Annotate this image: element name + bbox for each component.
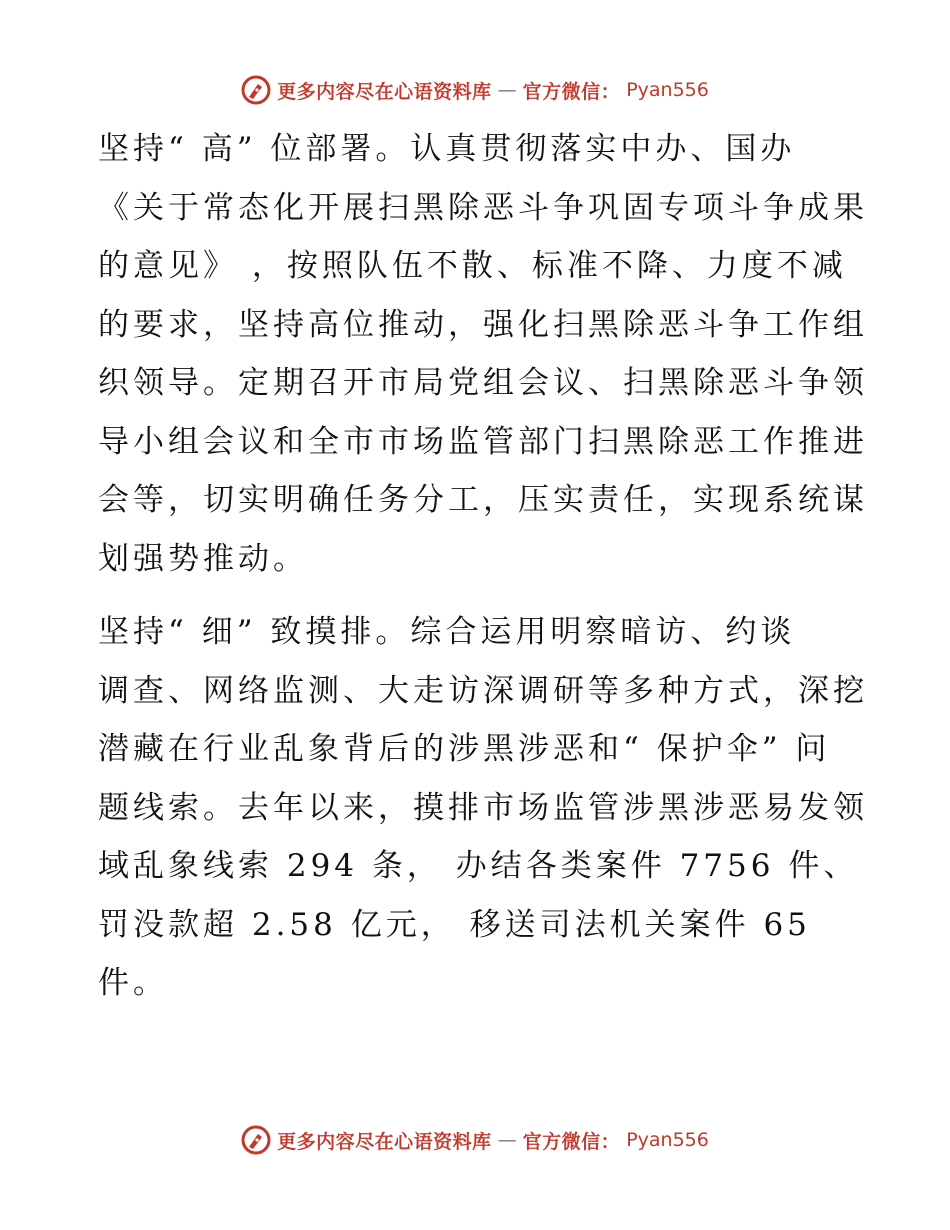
text-line: 坚持“ 高” 位部署。认真贯彻落实中办、国办 [98,131,796,167]
footer-watermark [0,1122,950,1158]
text-line: 的要求，坚持高位推动，强化扫黑除恶斗争工作组 [98,306,868,343]
text-line: 潜藏在行业乱象背后的涉黑涉恶和“ 保护伞” 问 [98,731,831,767]
text-line: 件。 [98,965,168,1001]
text-line: 导小组会议和全市市场监管部门扫黑除恶工作推进 [98,423,868,460]
text-line: 会等，切实明确任务分工，压实责任，实现系统谋 [98,482,868,518]
watermark-text: 更多内容尽在心语资料库 [277,80,492,103]
text-line: 织领导。定期召开市局党组会议、扫黑除恶斗争领 [98,365,868,401]
paragraph-high-deployment [98,120,868,588]
text-line: 坚持“ 细” 致摸排。综合运用明察暗访、约谈 [98,614,796,650]
watermark-separator: — [497,79,517,101]
pen-nib-circle-icon [241,75,271,105]
watermark-text: 更多内容尽在心语资料库 [277,1130,492,1153]
text-line: 的意见》 ，按照队伍不散、标准不降、力度不减 [98,248,847,284]
text-line: 调查、网络监测、大走访深调研等多种方式，深挖 [98,672,868,709]
text-line: 域乱象线索 294 条， 办结各类案件 7756 件、 [98,848,859,884]
text-line: 题线索。去年以来，摸排市场监管涉黑涉恶易发领 [98,789,868,826]
watermark-wechat-id: Pyan556 [626,79,709,101]
text-line: 《关于常态化开展扫黑除恶斗争巩固专项斗争成果 [98,189,868,226]
watermark-wechat-id: Pyan556 [626,1129,709,1151]
text-line: 罚没款超 2.58 亿元， 移送司法机关案件 65 [98,906,811,943]
paragraph-detailed-investigation [98,603,868,1013]
pen-nib-circle-icon [241,1125,271,1155]
watermark-wechat-label: 官方微信： [522,1130,621,1153]
header-watermark [0,72,950,108]
watermark-wechat-label: 官方微信： [522,80,621,103]
text-line: 划强势推动。 [98,540,308,577]
watermark-separator: — [497,1129,517,1151]
document-body [98,120,868,1013]
